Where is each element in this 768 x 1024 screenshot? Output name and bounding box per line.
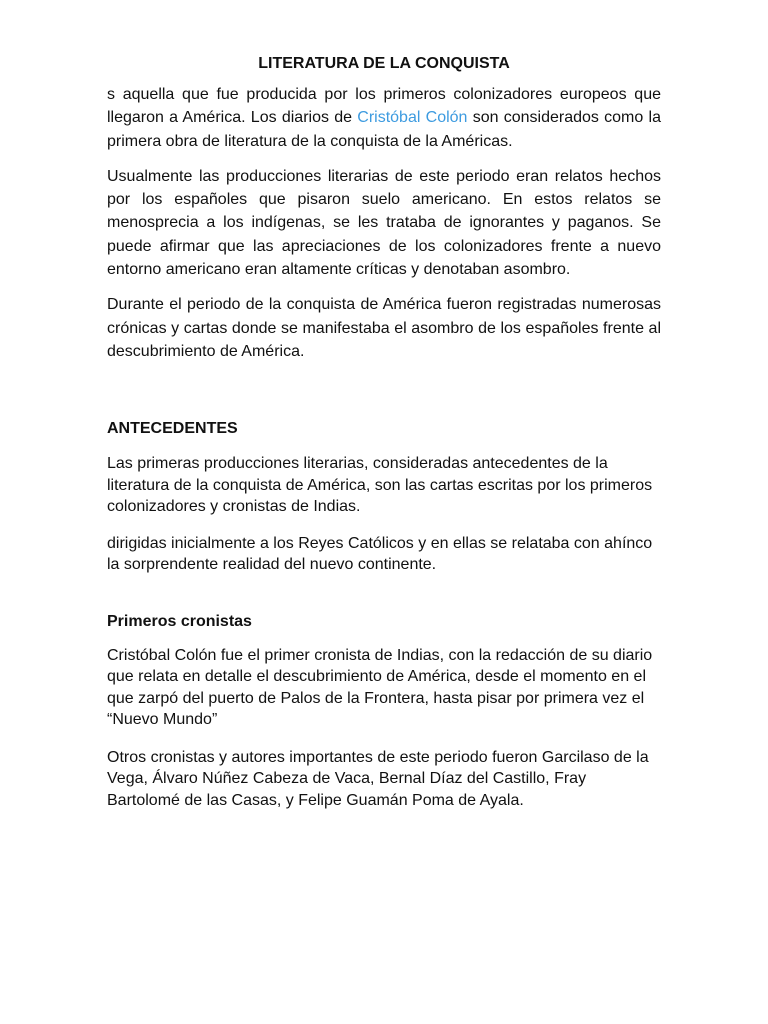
document-page	[107, 52, 661, 811]
spacer	[107, 731, 661, 747]
paragraph-producciones: Usualmente las producciones literarias de este periodo eran relatos hechos por los españoles que pisaron suelo americano. En estos relatos se menosprecia a los indígenas, se les trataba de ignorantes y paganos. Se puede afirmar que las apreciaciones de los colonizadores frente a nuevo entorno americano eran altamente críticas y denotaban asombro.	[107, 167, 661, 279]
intro-paragraph	[107, 83, 661, 153]
cristobal-colon-link[interactable]: Cristóbal Colón	[357, 109, 468, 127]
intro-text-after-link: son considerados como la primera obra de literatura de la conquista de la Américas.	[107, 109, 661, 150]
heading-primeros-cronistas: Primeros cronistas	[107, 612, 252, 630]
document-title: LITERATURA DE LA CONQUISTA	[258, 55, 510, 72]
paragraph-cronistas-1: Cristóbal Colón fue el primer cronista de Indias, con la redacción de su diario que relata en detalle el descubrimiento de América, desde el momento en el que zarpó del puerto de Palos de la Frontera, hasta pisar por primera vez el “Nuevo Mundo”	[107, 646, 653, 729]
paragraph-antecedentes-2: dirigidas inicialmente a los Reyes Católicos y en ellas se relataba con ahínco la sorprendente realidad del nuevo continente.	[107, 534, 653, 574]
spacer	[107, 518, 661, 533]
spacer	[107, 440, 661, 453]
spacer	[107, 375, 661, 418]
spacer	[107, 633, 661, 645]
paragraph-periodo: Durante el periodo de la conquista de América fueron registradas numerosas crónicas y cartas donde se manifestaba el asombro de los españoles frente al descubrimiento de América.	[107, 296, 661, 360]
paragraph-antecedentes-1: Las primeras producciones literarias, consideradas antecedentes de la literatura de la conquista de América, son las cartas escritas por los primeros colonizadores y cronistas de Indias.	[107, 455, 653, 516]
paragraph-cronistas-2: Otros cronistas y autores importantes de este periodo fueron Garcilaso de la Vega, Álvaro Núñez Cabeza de Vaca, Bernal Díaz del Castillo, Fray Bartolomé de las Casas, y Felipe Guamán Poma de Ayala.	[107, 748, 649, 809]
heading-antecedentes: ANTECEDENTES	[107, 420, 238, 438]
intro-text-before-link: s aquella que fue producida por los primeros colonizadores europeos que llegaron a América. Los diarios de	[107, 86, 661, 127]
spacer	[107, 576, 661, 611]
